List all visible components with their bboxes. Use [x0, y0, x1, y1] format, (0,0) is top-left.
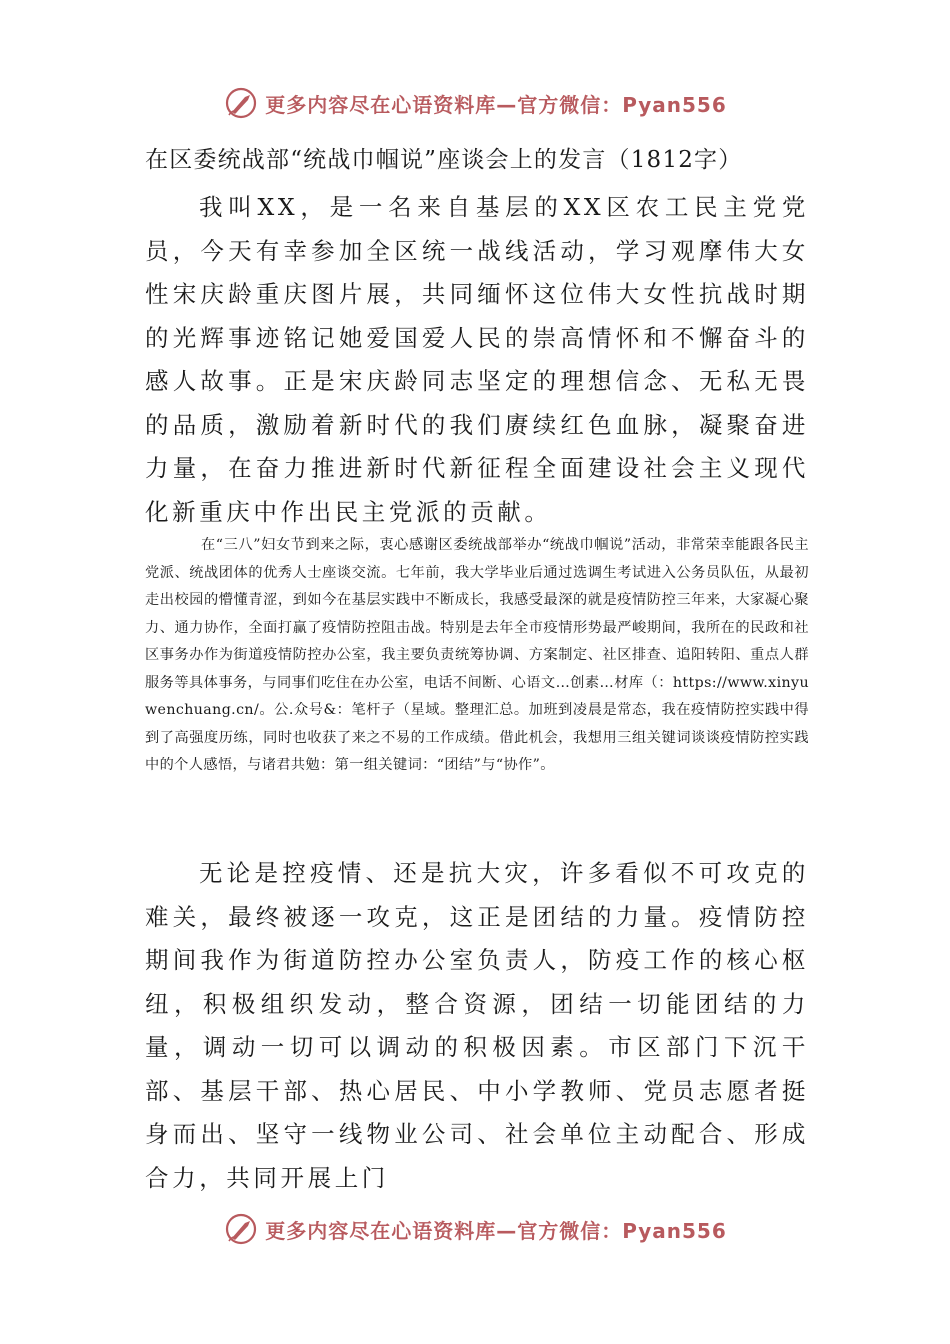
body-paragraph-2: 在“三八”妇女节到来之际，衷心感谢区委统战部举办“统战巾帼说”活动，非常荣幸能跟各民主党派、统战团体的优秀人士座谈交流。七年前，我大学毕业后通过选调生考试进入公务员队伍，从最初走出校园的懵懂青涩，到如今在基层实践中不断成长，我感受最深的就是疫情防控三年来，大家凝心聚力、通力协作，全面打赢了疫情防控阻击战。特别是去年全市疫情形势最严峻期间，我所在的民政和社区事务办作为街道疫情防控办公室，我主要负责统筹协调、方案制定、社区排查、追阳转阳、重点人群服务等具体事务，与同事们吃住在办公室，电话不间断、心语文…创素…材库（：https://www.xinyuwenchuang.cn/。公.众号&：笔杆子（星域。整理汇总。加班到凌晨是常态，我在疫情防控实践中得到了高强度历练，同时也收获了来之不易的工作成绩。借此机会，我想用三组关键词谈谈疫情防控实践中的个人感悟，与诸君共勉：第一组关键词：“团结”与“协作”。 [145, 537, 809, 773]
header-watermark-banner [0, 83, 950, 123]
banner-text: 更多内容尽在心语资料库—官方微信：Pyan556 [265, 1218, 727, 1243]
pen-nib-logo-icon [223, 85, 259, 121]
body-paragraph-1: 我叫XX，是一名来自基层的XX区农工民主党党员，今天有幸参加全区统一战线活动，学习观摩伟大女性宋庆龄重庆图片展，共同缅怀这位伟大女性抗战时期的光辉事迹铭记她爱国爱人民的崇高情怀和不懈奋斗的感人故事。正是宋庆龄同志坚定的理想信念、无私无畏的品质，激励着新时代的我们赓续红色血脉，凝聚奋进力量，在奋力推进新时代新征程全面建设社会主义现代化新重庆中作出民主党派的贡献。 [145, 193, 809, 526]
pen-nib-logo-icon [223, 1211, 259, 1247]
body-paragraph-3: 无论是控疫情、还是抗大灾，许多看似不可攻克的难关，最终被逐一攻克，这正是团结的力量。疫情防控期间我作为街道防控办公室负责人，防疫工作的核心枢纽，积极组织发动，整合资源，团结一切能团结的力量，调动一切可以调动的积极因素。市区部门下沉干部、基层干部、热心居民、中小学教师、党员志愿者挺身而出、坚守一线物业公司、社会单位主动配合、形成合力，共同开展上门 [145, 859, 809, 1192]
banner-text: 更多内容尽在心语资料库—官方微信：Pyan556 [265, 92, 727, 117]
document-title: 在区委统战部“统战巾帼说”座谈会上的发言（1812字） [145, 147, 743, 173]
footer-watermark-banner [0, 1209, 950, 1249]
